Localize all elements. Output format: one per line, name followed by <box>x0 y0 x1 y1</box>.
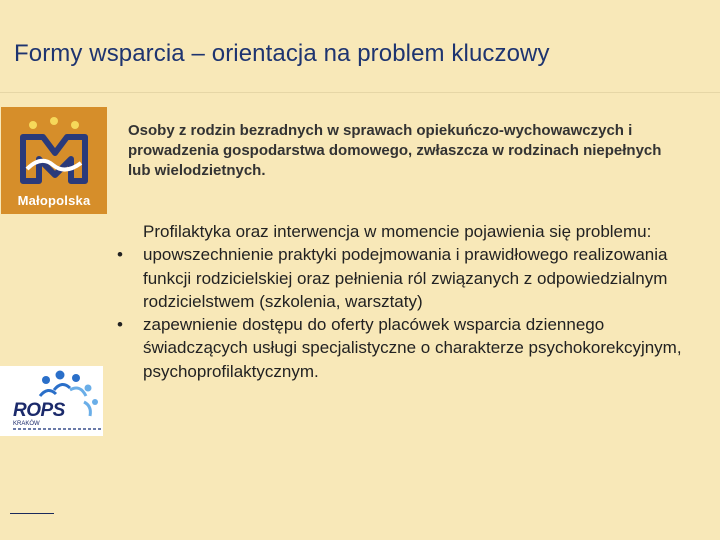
target-group-text: Osoby z rodzin bezradnych w sprawach opiekuńczo-wychowawczych i prowadzenia gospodarstwa domowego, zwłaszcza w rodzinach niepełnych lub wielodzietnych. <box>128 122 662 179</box>
malopolska-emblem-icon <box>1 107 107 195</box>
bullet-text: upowszechnienie praktyki podejmowania i prawidłowego realizowania funkcji rodzicielskiej oraz pełnienia ról związanych z odpowiedzialnym rodzicielstwem (szkolenia, warsztaty) <box>143 245 668 311</box>
bullet-dot: • <box>117 315 123 335</box>
support-content <box>117 220 683 383</box>
malopolska-wordmark: Małopolska <box>17 193 91 208</box>
rops-tagline <box>13 428 101 430</box>
rops-city: KRAKÓW <box>13 421 40 427</box>
footer-line <box>10 513 54 514</box>
title-divider <box>0 92 720 93</box>
rops-logo <box>0 366 103 436</box>
bullet-text: zapewnienie dostępu do oferty placówek wsparcia dziennego świadczących usługi specjalistyczne o charakterze psychokorekcyjnym, psychoprofilaktycznym. <box>143 315 682 381</box>
bullet-dot: • <box>117 245 123 265</box>
rops-wordmark: ROPS <box>13 400 65 421</box>
bullet-item <box>117 243 683 313</box>
bullet-item <box>117 313 683 383</box>
lead-paragraph: Profilaktyka oraz interwencja w momencie pojawienia się problemu: <box>143 222 652 241</box>
slide-title: Formy wsparcia – orientacja na problem kluczowy <box>14 40 550 67</box>
malopolska-logo <box>1 107 107 214</box>
